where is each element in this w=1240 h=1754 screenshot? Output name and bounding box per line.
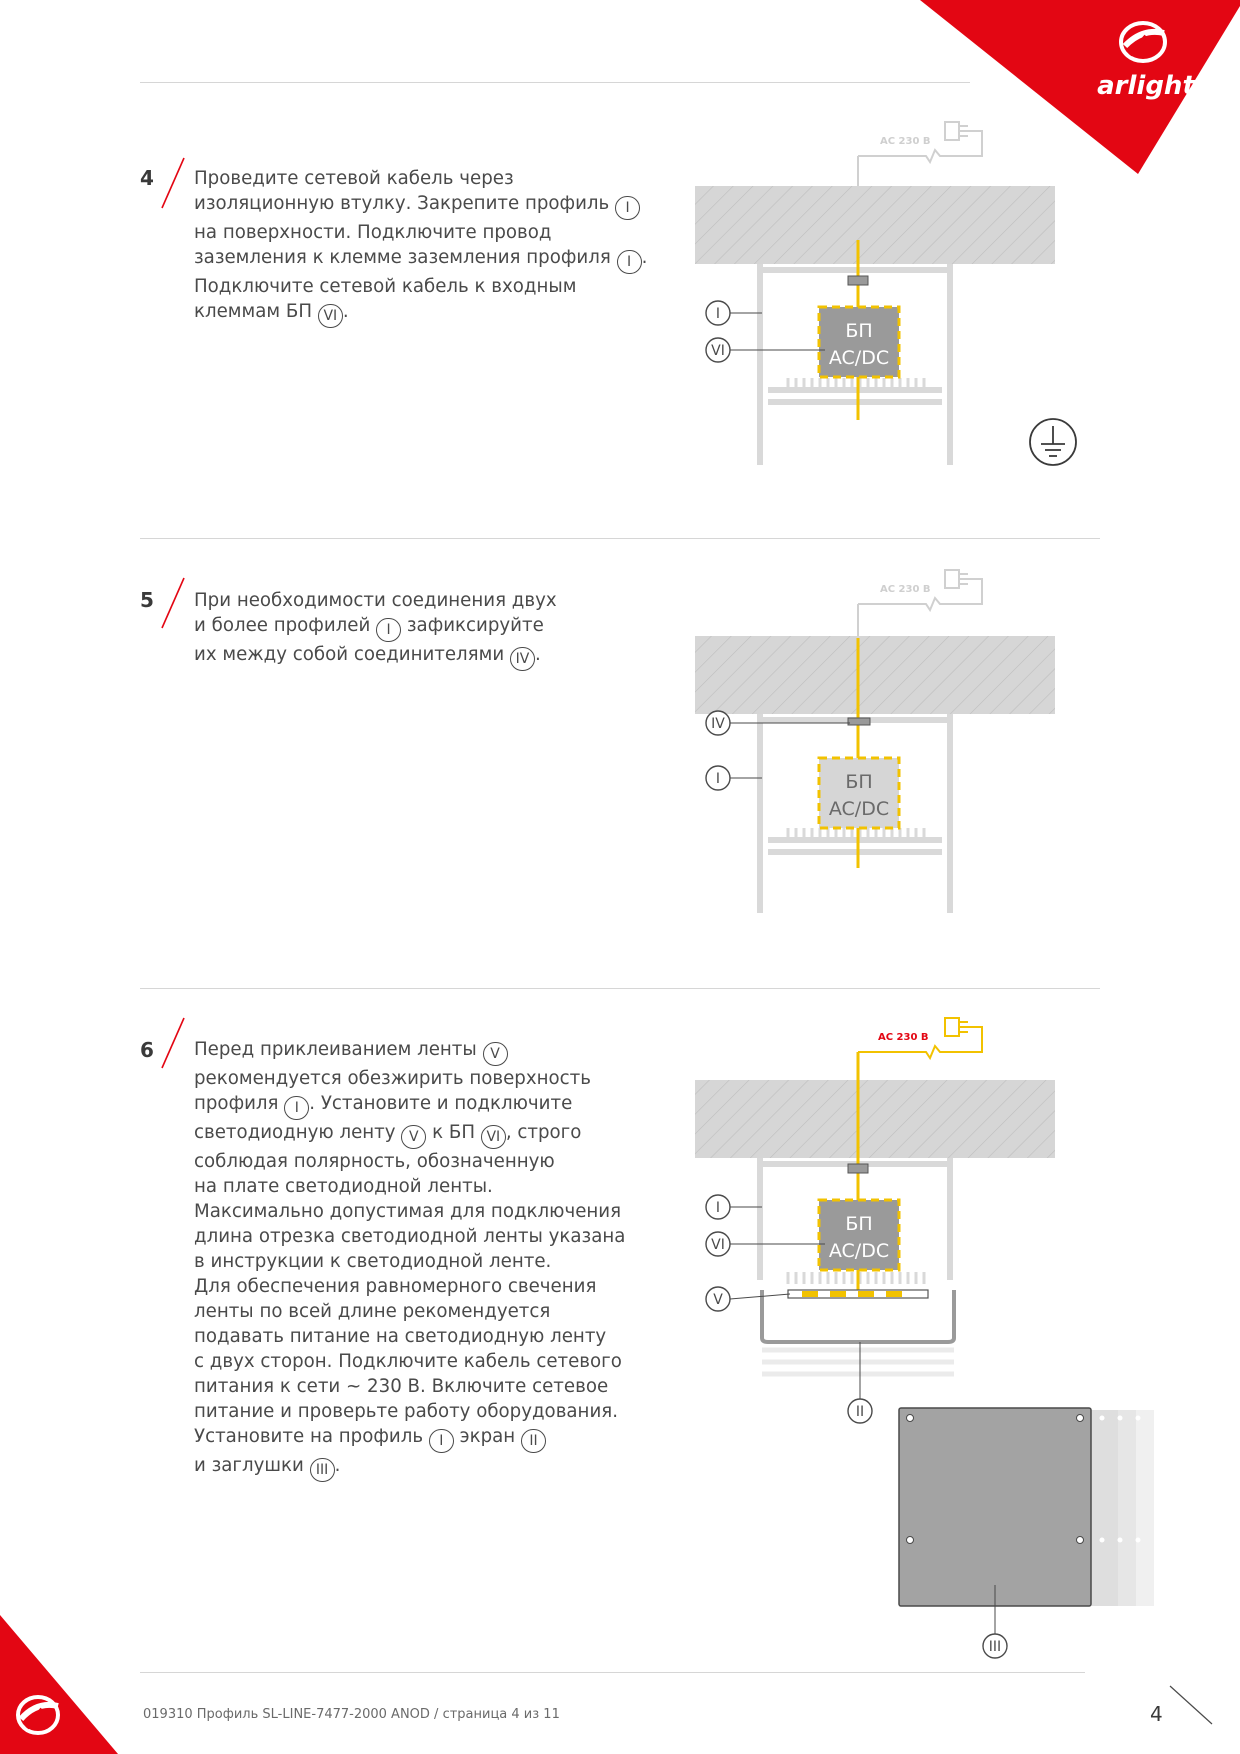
step-4-diagram	[690, 110, 1090, 470]
callout-II	[848, 1342, 872, 1423]
brand-name: arlight	[1097, 71, 1195, 101]
text-segment: длина отрезка светодиодной ленты указана	[194, 1226, 626, 1247]
step-number: 6	[140, 1038, 154, 1062]
text-line	[194, 299, 647, 328]
text-line	[194, 274, 647, 299]
text-line	[194, 191, 647, 220]
text-line	[194, 1149, 625, 1174]
callout-I	[706, 301, 762, 325]
text-line	[194, 1249, 625, 1274]
diffuser-ghost	[762, 1350, 954, 1374]
text-segment: питание и проверьте работу оборудования.	[194, 1401, 618, 1422]
svg-text:VI: VI	[711, 1237, 725, 1253]
part-reference-badge: III	[310, 1458, 335, 1482]
callout-V	[706, 1287, 790, 1311]
text-segment: заземления к клемме заземления профиля	[194, 247, 617, 268]
ac-label: AC 230 B	[878, 1032, 929, 1043]
page-number: 4	[1150, 1702, 1163, 1726]
step-5-text	[194, 588, 557, 671]
bushing-icon	[848, 1164, 868, 1173]
svg-text:VI: VI	[711, 343, 725, 359]
part-reference-badge: VI	[318, 304, 343, 328]
part-reference-badge: IV	[510, 647, 535, 671]
text-line	[194, 1324, 625, 1349]
svg-text:I: I	[715, 1200, 721, 1216]
text-segment: к БП	[426, 1122, 481, 1143]
psu-label-1: БП	[845, 1213, 873, 1235]
svg-text:V: V	[713, 1292, 723, 1308]
text-segment: их между собой соединителями	[194, 644, 510, 665]
svg-text:I: I	[715, 306, 721, 322]
psu-label-1: БП	[845, 771, 873, 793]
part-reference-badge: I	[376, 618, 401, 642]
text-segment: . Установите и подключите	[309, 1093, 573, 1114]
psu-label-2: AC/DC	[828, 347, 890, 369]
text-segment: на плате светодиодной ленты.	[194, 1176, 493, 1197]
divider-top	[140, 82, 970, 83]
text-segment: профиля	[194, 1093, 285, 1114]
text-segment: Подключите сетевой кабель к входным	[194, 276, 577, 297]
part-reference-badge: I	[617, 250, 642, 274]
text-line	[194, 1374, 625, 1399]
callout-IV	[706, 711, 850, 735]
ac-label: AC 230 B	[880, 136, 931, 147]
text-line	[194, 166, 647, 191]
step-4-text	[194, 166, 647, 328]
text-segment: При необходимости соединения двух	[194, 590, 557, 611]
part-reference-badge: VI	[481, 1125, 506, 1149]
text-line	[194, 1349, 625, 1374]
svg-text:II: II	[855, 1404, 865, 1420]
step-6-text	[194, 1037, 625, 1482]
text-segment: на поверхности. Подключите провод	[194, 222, 552, 243]
svg-text:IV: IV	[711, 716, 725, 732]
text-line	[194, 1091, 625, 1120]
callout-I	[706, 1195, 762, 1219]
text-segment: зафиксируйте	[401, 615, 544, 636]
text-line	[194, 1120, 625, 1149]
step-slash-icon	[160, 1016, 186, 1070]
text-segment: .	[534, 644, 541, 665]
text-segment: и более профилей	[194, 615, 377, 636]
text-segment: .	[342, 301, 349, 322]
step-slash-icon	[160, 156, 186, 210]
text-segment: Для обеспечения равномерного свечения	[194, 1276, 597, 1297]
ground-icon	[1030, 419, 1076, 465]
text-line	[194, 1424, 625, 1453]
step-slash-icon	[160, 576, 186, 630]
text-line	[194, 1037, 625, 1066]
text-segment: с двух сторон. Подключите кабель сетевого	[194, 1351, 622, 1372]
text-segment: рекомендуется обезжирить поверхность	[194, 1068, 591, 1089]
psu-label-1: БП	[845, 320, 873, 342]
part-reference-badge: I	[284, 1096, 309, 1120]
text-segment: в инструкции к светодиодной ленте.	[194, 1251, 552, 1272]
text-segment: изоляционную втулку. Закрепите профиль	[194, 193, 616, 214]
text-line	[194, 1224, 625, 1249]
divider-footer	[140, 1672, 1085, 1673]
text-segment: .	[334, 1455, 341, 1476]
text-segment: Установите на профиль	[194, 1426, 429, 1447]
text-segment: подавать питание на светодиодную ленту	[194, 1326, 607, 1347]
text-segment: , строго	[505, 1122, 582, 1143]
psu-label-2: AC/DC	[828, 1240, 890, 1262]
text-segment: Перед приклеиванием ленты	[194, 1039, 483, 1060]
text-segment: Проведите сетевой кабель через	[194, 168, 514, 189]
divider-step-5	[140, 538, 1100, 539]
text-line	[194, 1174, 625, 1199]
mains-plug-icon	[858, 570, 982, 638]
text-line	[194, 1199, 625, 1224]
step-5-diagram	[690, 558, 1090, 918]
end-cap	[899, 1408, 1091, 1606]
brand-registered: ®	[1202, 75, 1211, 85]
text-segment: клеммам БП	[194, 301, 318, 322]
text-line	[194, 1399, 625, 1424]
bushing-icon	[848, 276, 868, 285]
text-line	[194, 220, 647, 245]
text-line	[194, 588, 557, 613]
part-reference-badge: V	[483, 1042, 508, 1066]
footer-document-line: 019310 Профиль SL-LINE-7477-2000 ANOD / страница 4 из 11	[143, 1707, 560, 1722]
step-6-diagram	[690, 1000, 1160, 1660]
callout-VI	[706, 1232, 825, 1256]
step-number: 5	[140, 588, 154, 612]
text-line	[194, 1299, 625, 1324]
step-number: 4	[140, 166, 154, 190]
text-segment: Максимально допустимая для подключения	[194, 1201, 622, 1222]
text-line	[194, 245, 647, 274]
svg-text:I: I	[715, 771, 721, 787]
text-segment: экран	[453, 1426, 521, 1447]
text-segment: соблюдая полярность, обозначенную	[194, 1151, 555, 1172]
part-reference-badge: I	[429, 1429, 454, 1453]
text-segment: светодиодную ленту	[194, 1122, 402, 1143]
text-segment: питания к сети ~ 230 В. Включите сетевое	[194, 1376, 609, 1397]
callout-VI	[706, 338, 825, 362]
part-reference-badge: V	[401, 1125, 426, 1149]
text-line	[194, 642, 557, 671]
text-line	[194, 1453, 625, 1482]
text-line	[194, 613, 557, 642]
svg-text:III: III	[988, 1639, 1002, 1655]
text-segment: ленты по всей длине рекомендуется	[194, 1301, 551, 1322]
page-corner-slash-icon	[1168, 1684, 1216, 1728]
callout-I	[706, 766, 762, 790]
text-segment: .	[641, 247, 648, 268]
heatsink-fins	[788, 1272, 924, 1284]
text-segment: и заглушки	[194, 1455, 310, 1476]
ac-label: AC 230 B	[880, 584, 931, 595]
psu-label-2: AC/DC	[828, 798, 890, 820]
connector-icon	[848, 718, 870, 725]
text-line	[194, 1066, 625, 1091]
part-reference-badge: I	[615, 196, 640, 220]
part-reference-badge: II	[521, 1429, 546, 1453]
footer-corner-logo	[0, 1615, 120, 1754]
divider-step-6	[140, 988, 1100, 989]
text-line	[194, 1274, 625, 1299]
